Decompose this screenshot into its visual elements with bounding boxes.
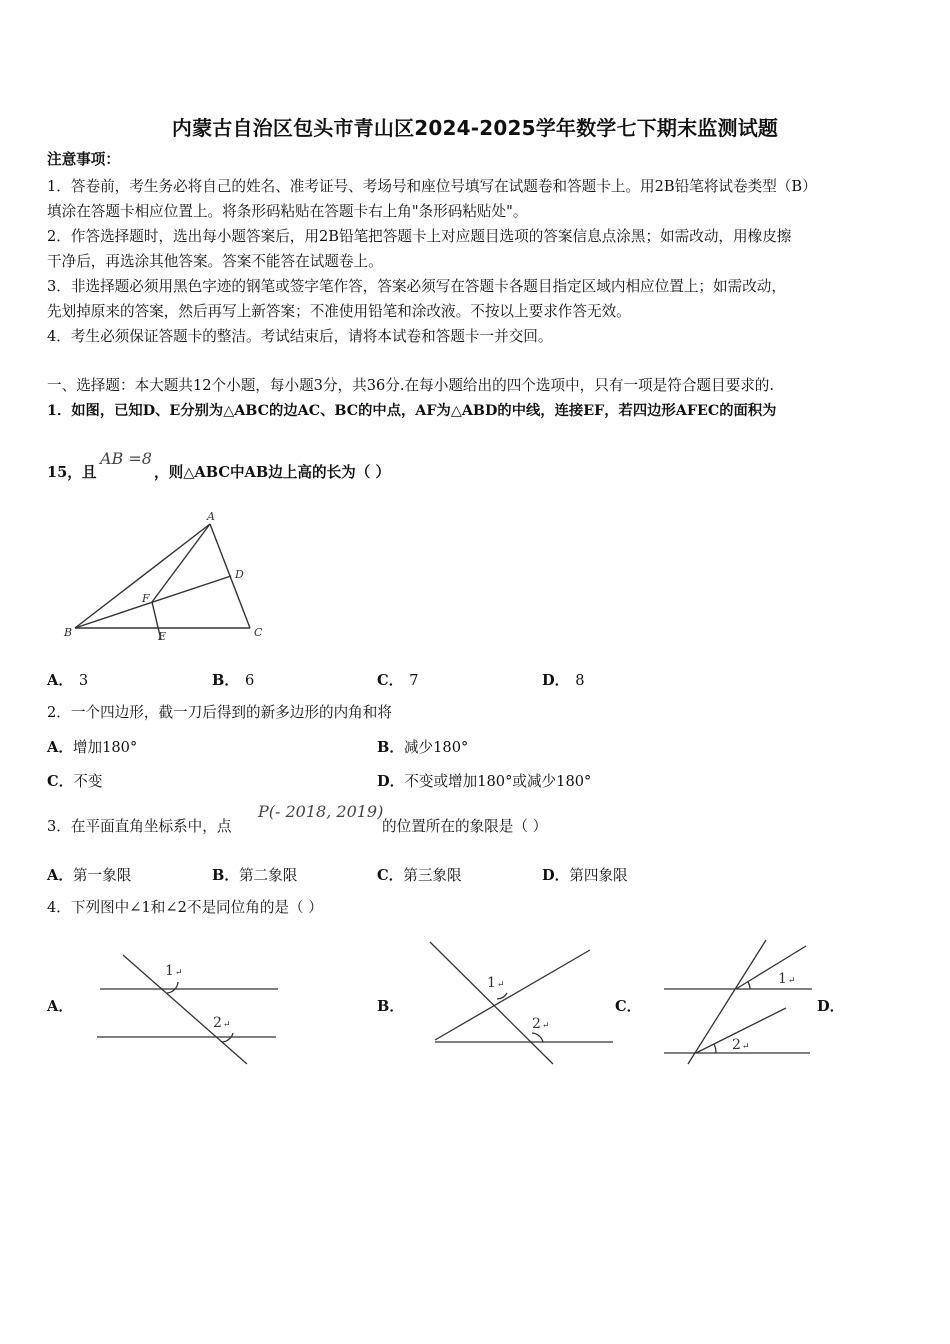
q3-stem-end: 的位置所在的象限是（ ） bbox=[382, 818, 548, 835]
notice-line: 3．非选择题必须用黑色字迹的钢笔或签字笔作答，答案必须写在答题卡各题目指定区域内相应位置上；如需改动， bbox=[47, 278, 786, 295]
q1-label-d: D bbox=[235, 568, 244, 581]
q4a-angle-2-mark: ↵ bbox=[223, 1020, 231, 1030]
q1-stem-line1: 1．如图，已知D、E分别为△ABC的边AC、BC的中点，AF为△ABD的中线，连接EF，若四边形AFEC的面积为 bbox=[47, 403, 777, 419]
q4-figure-b bbox=[425, 936, 620, 1068]
q1-option-d[interactable]: D． 8 bbox=[542, 672, 585, 689]
q4c-angle-1-label: 1 bbox=[778, 971, 787, 987]
q4-option-b[interactable]: B． bbox=[377, 998, 404, 1015]
q1-label-e: E bbox=[158, 630, 167, 643]
q1-option-a[interactable]: A． 3 bbox=[47, 672, 89, 689]
q3-option-d[interactable]: D．第四象限 bbox=[542, 867, 628, 884]
q4b-angle-2-mark: ↵ bbox=[542, 1021, 550, 1031]
q1-stem-line2-end: ，则△ABC中AB边上高的长为（ ） bbox=[154, 464, 391, 481]
q4a-angle-1-mark: ↵ bbox=[175, 968, 183, 978]
q2-option-d[interactable]: D．不变或增加180°或减少180° bbox=[377, 773, 592, 790]
q4-option-c[interactable]: C． bbox=[615, 998, 642, 1015]
q4-option-d[interactable]: D． bbox=[817, 998, 845, 1015]
q1-stem-line2-start: 15，且 bbox=[47, 464, 97, 481]
q4-option-a[interactable]: A． bbox=[47, 998, 73, 1015]
q1-label-c: C bbox=[254, 626, 263, 639]
q4a-angle-2-label: 2 bbox=[213, 1015, 222, 1031]
q1-math-ab: AB =8 bbox=[100, 449, 152, 468]
q1-triangle-figure bbox=[60, 510, 280, 650]
q1-label-f: F bbox=[142, 592, 150, 605]
notice-line: 2．作答选择题时，选出每小题答案后，用2B铅笔把答题卡上对应题目选项的答案信息点涂黑；如需改动，用橡皮擦 bbox=[47, 228, 792, 245]
q2-stem: 2．一个四边形，截一刀后得到的新多边形的内角和将 bbox=[47, 704, 392, 721]
page-title: 内蒙古自治区包头市青山区2024-2025学年数学七下期末监测试题 bbox=[171, 116, 779, 140]
q4c-angle-1-mark: ↵ bbox=[788, 976, 796, 986]
q2-option-a[interactable]: A．增加180° bbox=[47, 739, 138, 756]
notice-line: 先划掉原来的答案，然后再写上新答案；不准使用铅笔和涂改液。不按以上要求作答无效。 bbox=[47, 303, 631, 320]
q4b-angle-1-label: 1 bbox=[487, 975, 496, 991]
notice-line: 4．考生必须保证答题卡的整洁。考试结束后，请将本试卷和答题卡一并交回。 bbox=[47, 328, 553, 345]
q3-option-a[interactable]: A．第一象限 bbox=[47, 867, 132, 884]
q4c-angle-2-label: 2 bbox=[732, 1037, 741, 1053]
q2-option-c[interactable]: C．不变 bbox=[47, 773, 103, 790]
q3-option-c[interactable]: C．第三象限 bbox=[377, 867, 462, 884]
q1-option-c[interactable]: C． 7 bbox=[377, 672, 419, 689]
q4-figure-c bbox=[660, 936, 820, 1068]
q1-label-b: B bbox=[64, 626, 73, 639]
q3-stem-start: 3．在平面直角坐标系中，点 bbox=[47, 818, 232, 835]
q3-option-b[interactable]: B．第二象限 bbox=[212, 867, 298, 884]
q3-math-point: P(- 2018, 2019) bbox=[258, 802, 384, 821]
q4b-angle-2-label: 2 bbox=[532, 1016, 541, 1032]
notice-line: 填涂在答题卡相应位置上。将条形码粘贴在答题卡右上角"条形码粘贴处"。 bbox=[47, 203, 528, 220]
notice-line: 1．答卷前，考生务必将自己的姓名、准考证号、考场号和座位号填写在试题卷和答题卡上。用2B铅笔将试卷类型（B） bbox=[47, 178, 817, 195]
q4b-angle-1-mark: ↵ bbox=[497, 980, 505, 990]
q4-stem: 4．下列图中∠1和∠2不是同位角的是（ ） bbox=[47, 899, 323, 916]
q4-figure-a bbox=[95, 950, 285, 1070]
notice-heading: 注意事项： bbox=[47, 151, 120, 168]
section-heading: 一、选择题：本大题共12个小题，每小题3分，共36分.在每小题给出的四个选项中，只有一项是符合题目要求的. bbox=[47, 377, 775, 394]
q4a-angle-1-label: 1 bbox=[165, 963, 174, 979]
q1-label-a: A bbox=[207, 510, 215, 523]
q2-option-b[interactable]: B．减少180° bbox=[377, 739, 469, 756]
q4c-angle-2-mark: ↵ bbox=[742, 1042, 750, 1052]
q1-option-b[interactable]: B． 6 bbox=[212, 672, 255, 689]
notice-line: 干净后，再选涂其他答案。答案不能答在试题卷上。 bbox=[47, 253, 383, 270]
